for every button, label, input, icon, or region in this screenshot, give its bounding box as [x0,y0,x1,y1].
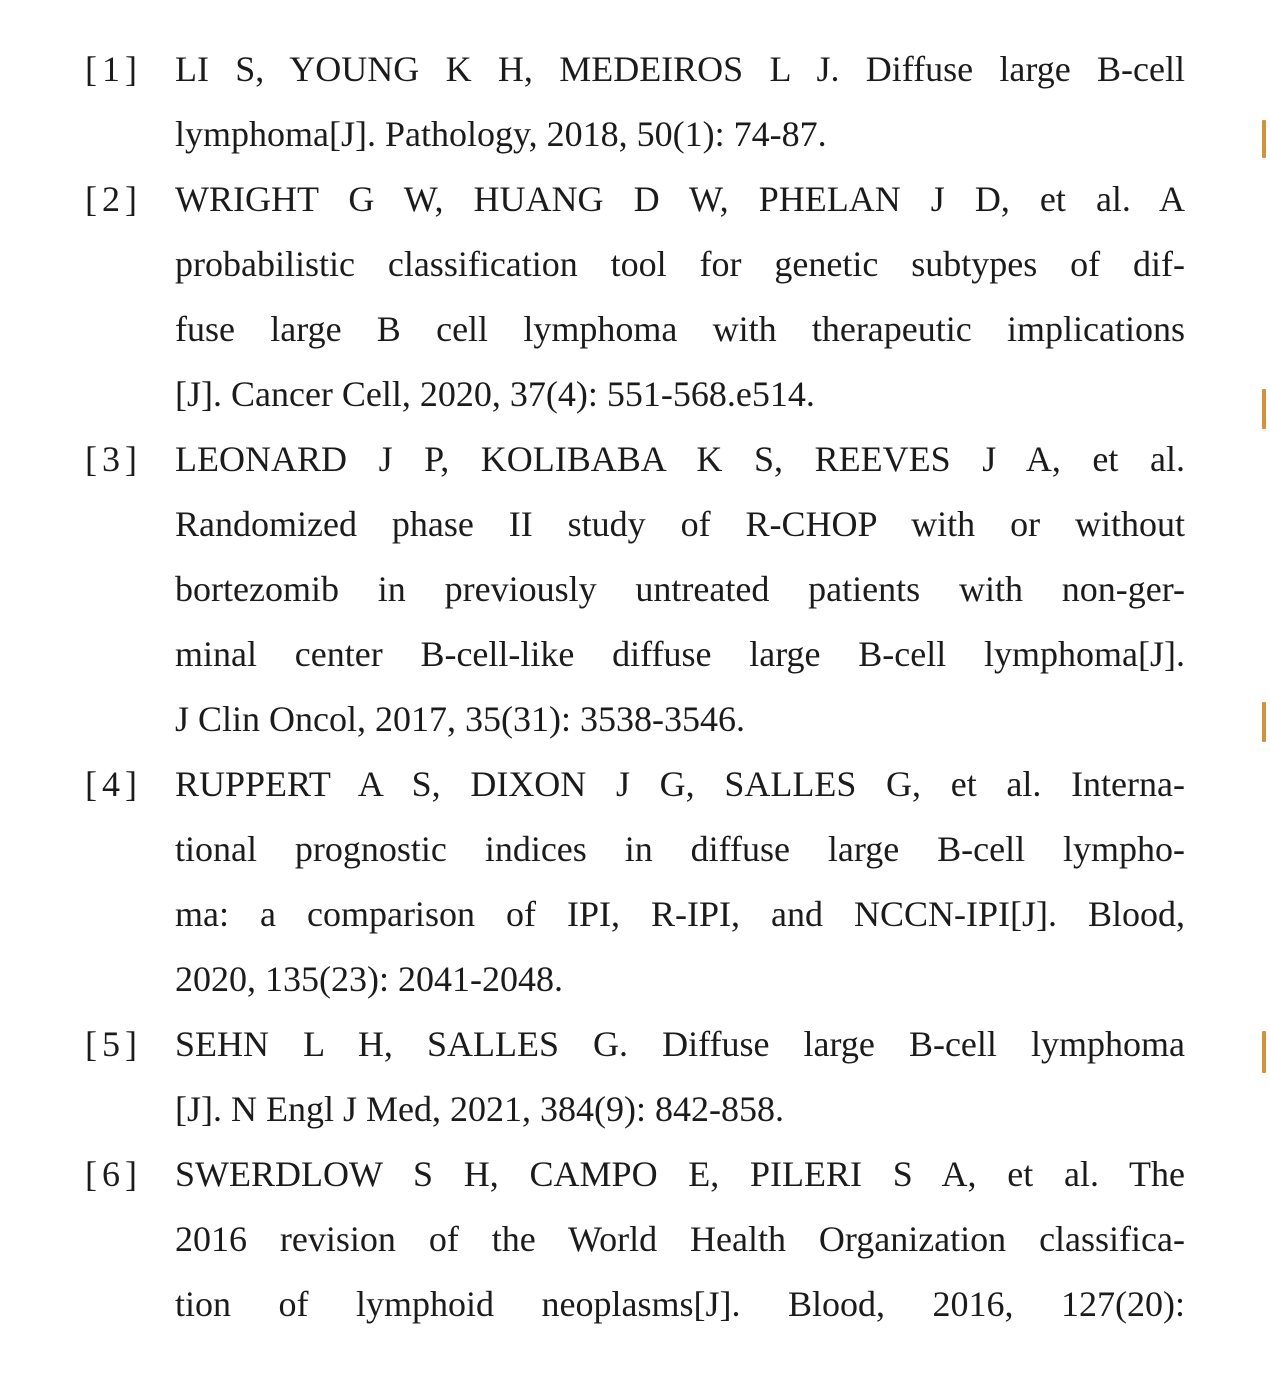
reference-line: SWERDLOW S H, CAMPO E, PILERI S A, et al. The [175,1154,1185,1194]
reference-line: WRIGHT G W, HUANG D W, PHELAN J D, et al. A [175,179,1185,219]
reference-item [85,1012,1195,1142]
reference-line: tional prognostic indices in diffuse large B-cell lympho- [175,829,1185,869]
reference-item [85,167,1195,427]
reference-number: [4] [85,764,142,804]
reference-number: [1] [85,49,142,89]
reference-line: J Clin Oncol, 2017, 35(31): 3538-3546. [175,699,745,739]
reference-line: LI S, YOUNG K H, MEDEIROS L J. Diffuse large B-cell [175,49,1185,89]
reference-body [175,752,1185,1012]
reference-line: probabilistic classification tool for genetic subtypes of dif- [175,244,1185,284]
reference-line: [J]. Cancer Cell, 2020, 37(4): 551-568.e514. [175,374,815,414]
change-bar-icon [1262,120,1266,158]
change-bar-icon [1262,389,1266,429]
reference-line: lymphoma[J]. Pathology, 2018, 50(1): 74-87. [175,114,827,154]
reference-number: [2] [85,179,142,219]
reference-number: [5] [85,1024,142,1064]
reference-line: LEONARD J P, KOLIBABA K S, REEVES J A, et al. [175,439,1185,479]
reference-body [175,427,1185,752]
reference-line: Randomized phase II study of R-CHOP with or without [175,504,1185,544]
reference-line: fuse large B cell lymphoma with therapeutic implications [175,309,1185,349]
reference-item [85,37,1195,167]
reference-item [85,427,1195,752]
reference-line: RUPPERT A S, DIXON J G, SALLES G, et al. Interna- [175,764,1185,804]
reference-body [175,167,1185,427]
reference-number: [6] [85,1154,142,1194]
reference-line: 2020, 135(23): 2041-2048. [175,959,563,999]
reference-body [175,1012,1185,1142]
reference-line: minal center B-cell-like diffuse large B-cell lymphoma[J]. [175,634,1185,674]
reference-line: ma: a comparison of IPI, R-IPI, and NCCN-IPI[J]. Blood, [175,894,1185,934]
reference-item [85,752,1195,1012]
reference-line: bortezomib in previously untreated patients with non-ger- [175,569,1185,609]
reference-number: [3] [85,439,142,479]
change-bar-icon [1262,1031,1266,1073]
reference-line: tion of lymphoid neoplasms[J]. Blood, 2016, 127(20): [175,1284,1185,1324]
references-list [85,37,1195,1337]
reference-body [175,1142,1185,1337]
reference-body [175,37,1185,167]
reference-line: SEHN L H, SALLES G. Diffuse large B-cell lymphoma [175,1024,1185,1064]
change-bar-icon [1262,702,1266,742]
reference-line: [J]. N Engl J Med, 2021, 384(9): 842-858. [175,1089,784,1129]
reference-item [85,1142,1195,1337]
reference-line: 2016 revision of the World Health Organization classifica- [175,1219,1185,1259]
